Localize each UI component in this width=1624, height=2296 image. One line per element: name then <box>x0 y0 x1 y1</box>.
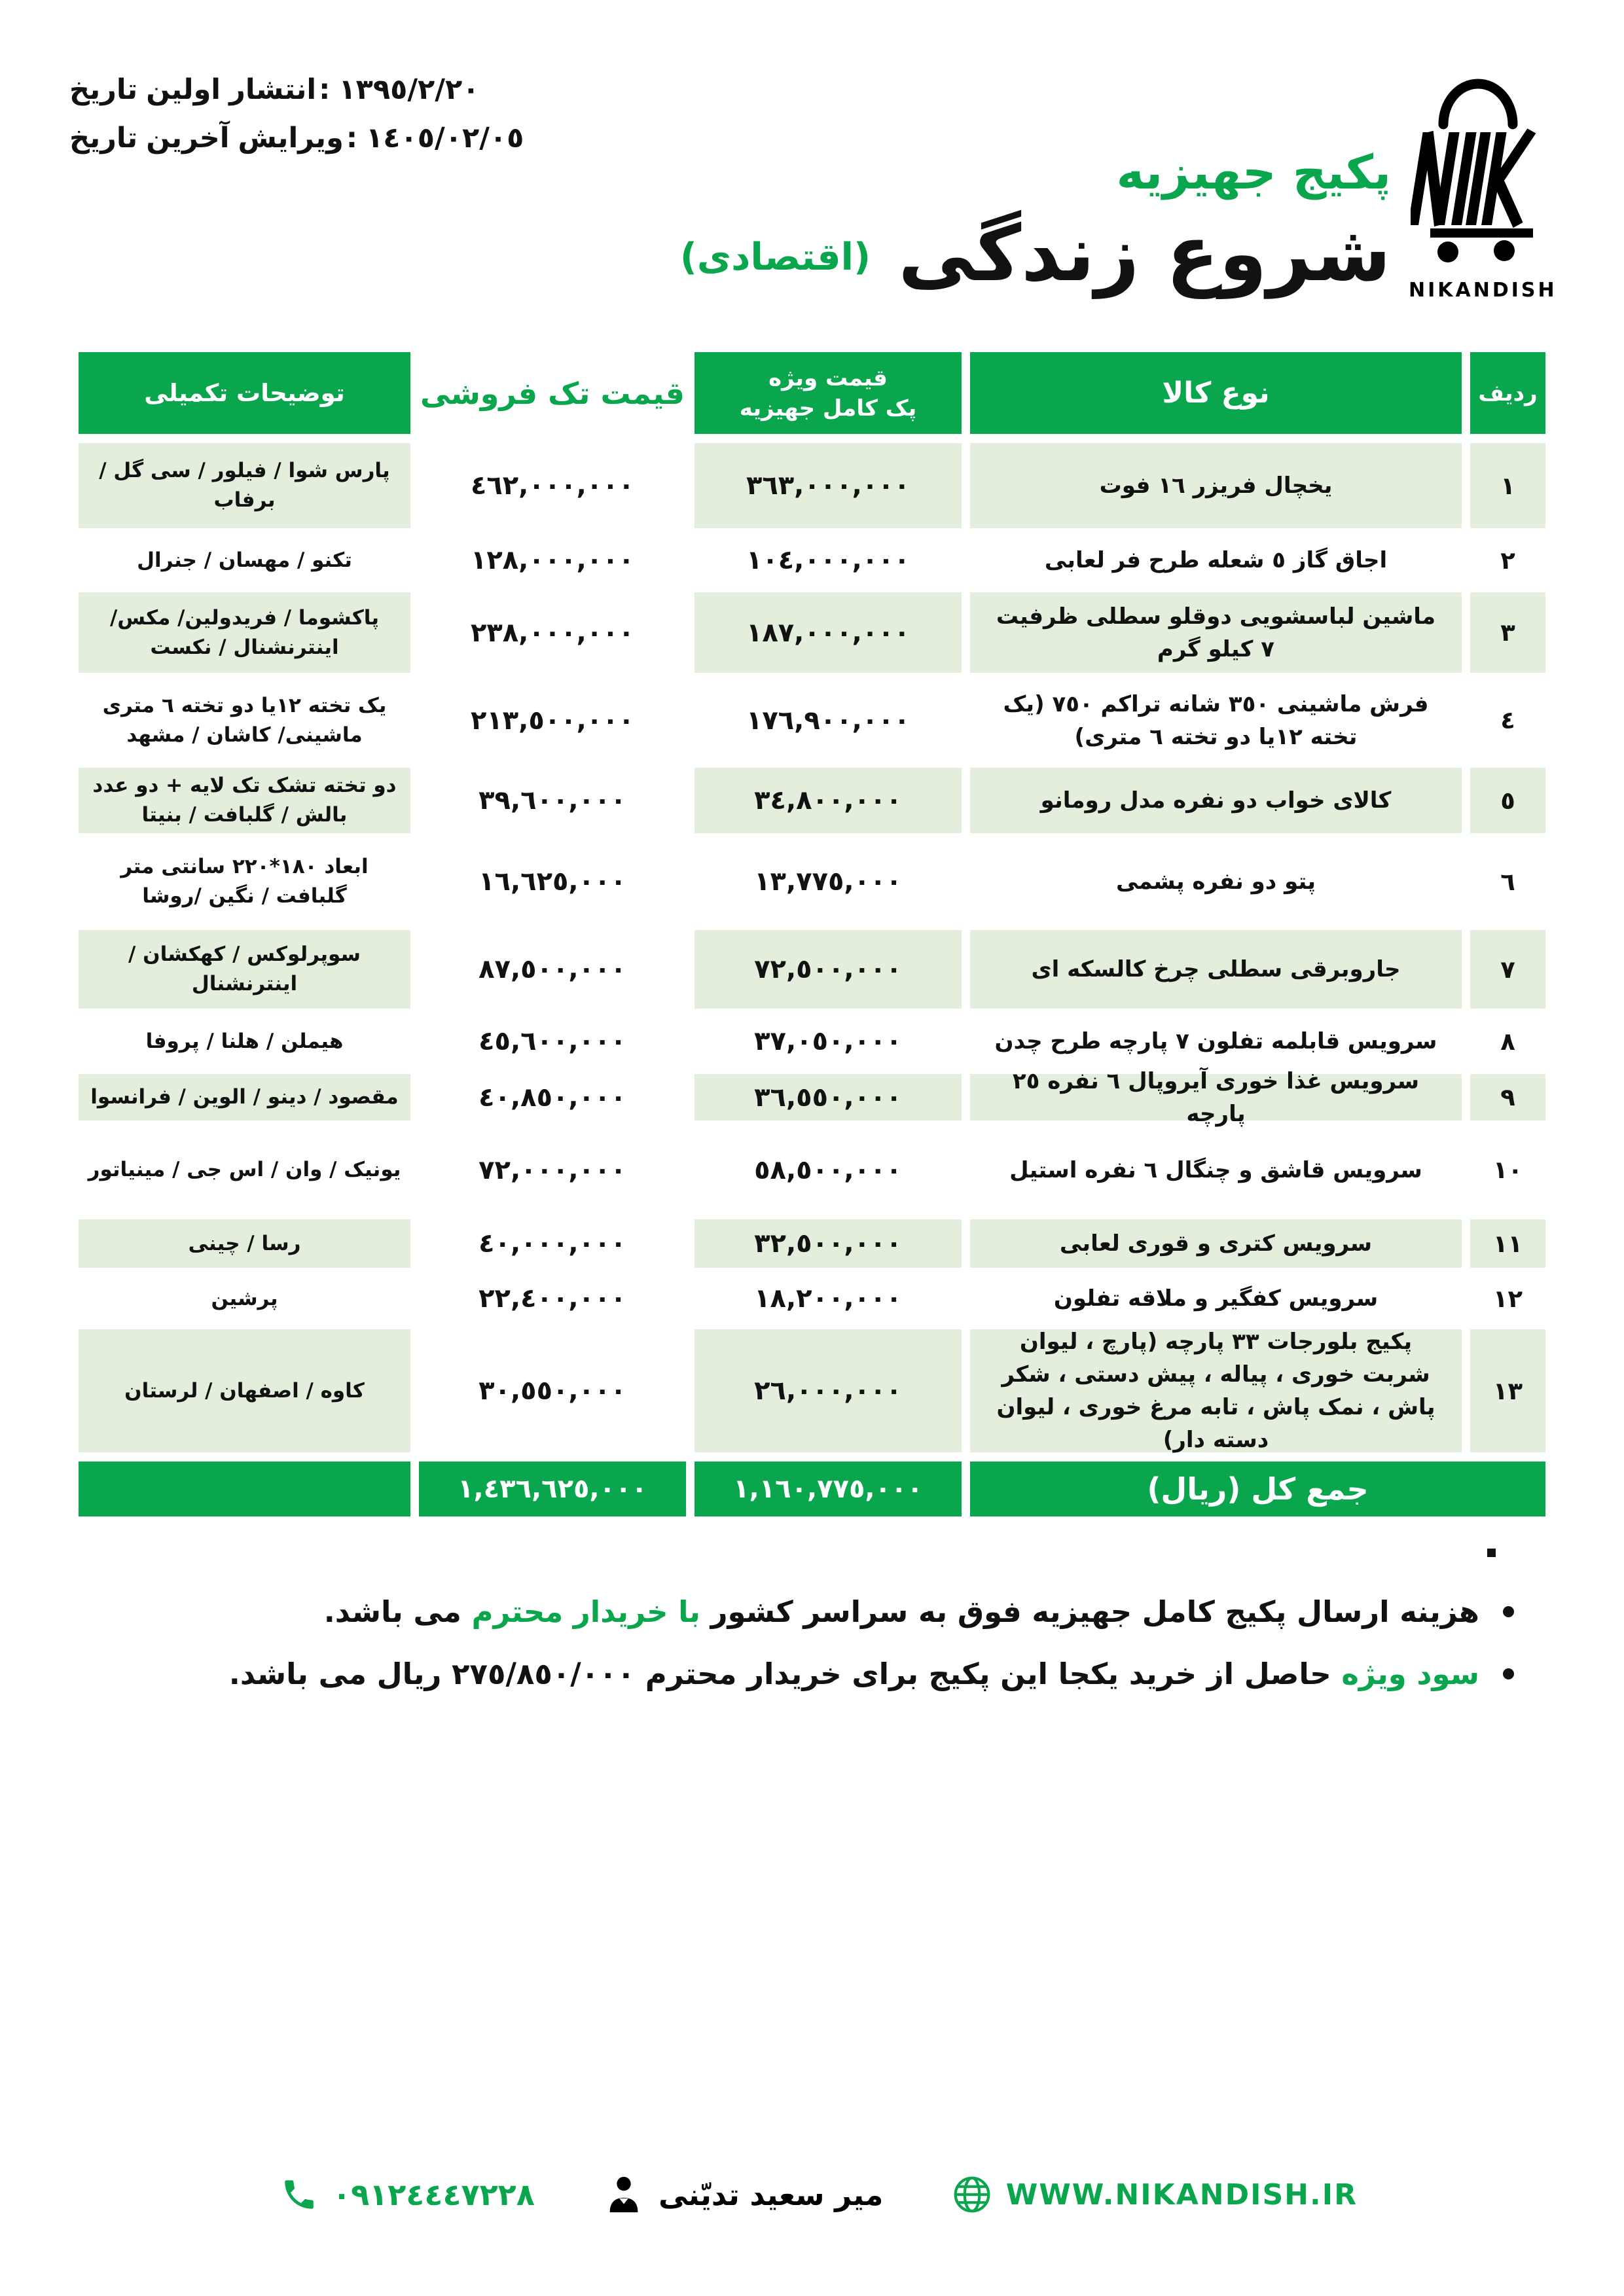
phone-number[interactable]: ٠٩١٢٤٤٤٧٢٢٨ <box>333 2177 535 2212</box>
unit-price-cell: ٤٦٢,٠٠٠,٠٠٠ <box>470 471 635 501</box>
row-number-cell: ٨ <box>1500 1027 1515 1056</box>
product-name-cell: سرویس غذا خوری آیروپال ٦ نفره ٢٥ پارچه <box>970 1074 1462 1121</box>
shopping-cart-logo-icon <box>1411 60 1545 264</box>
header-product-type: نوع کالا <box>970 352 1462 434</box>
shipping-note-text: هزینه ارسال پکیج کامل جهیزیه فوق به سراسر کشور با خریدار محترم می باشد. <box>323 1594 1479 1629</box>
package-label: پکیج جهیزیه <box>1116 145 1391 200</box>
brand-logo <box>1409 60 1557 302</box>
product-name-cell: پکیج بلورجات ٣٣ پارچه (پارچ ، لیوان شربت خوری ، پیاله ، پیش دستی ، شکر پاش ، نمک پاش ، تابه مرغ خوری ، لیوان دسته دار) <box>970 1329 1462 1452</box>
page-title-block <box>679 145 1391 298</box>
product-name-cell: کالای خواب دو نفره مدل رومانو <box>970 768 1462 833</box>
header-row-number: ردیف <box>1470 352 1545 434</box>
notes-cell: یک تخته ١٢یا دو تخته ٦ متری ماشینی/ کاشان / مشهد <box>102 693 387 747</box>
product-name-cell: یخچال فریزر ١٦ فوت <box>970 443 1462 528</box>
row-number-cell: ٦ <box>1500 867 1515 896</box>
header-special-price-line2: پک کامل جهیزیه <box>739 395 917 422</box>
unit-price-cell: ٨٧,٥٠٠,٠٠٠ <box>478 954 626 984</box>
special-price-cell: ٢٦,٠٠٠,٠٠٠ <box>695 1329 962 1452</box>
notes-cell: سوپرلوکس / کهکشان / اینترنشنال <box>79 930 410 1009</box>
special-price-cell: ١٧٦,٩٠٠,٠٠٠ <box>746 705 911 736</box>
product-name-cell: اجاق گاز ٥ شعله طرح فر لعابی <box>1044 547 1388 573</box>
notes-cell: یونیک / وان / اس جی / مینیاتور <box>88 1158 401 1181</box>
bullet-icon <box>1503 1606 1514 1617</box>
row-number-cell: ١ <box>1470 443 1545 528</box>
notes-cell: تکنو / مهسان / جنرال <box>137 548 352 572</box>
notes-cell: ابعاد ١٨٠*٢٢٠ سانتی متر گلبافت / نگین /روشا <box>120 855 369 908</box>
product-name-cell: جاروبرقی سطلی چرخ کالسکه ای <box>970 930 1462 1009</box>
unit-price-cell: ٢١٣,٥٠٠,٠٠٠ <box>470 705 635 736</box>
unit-price-cell: ٣٩,٦٠٠,٠٠٠ <box>478 785 626 816</box>
notes-cell: رسا / چینی <box>79 1219 410 1268</box>
first-publish-date: تاریخ اولین انتشار : ١٣٩٥/٢/٢٠ <box>69 73 480 106</box>
row-number-cell: ٤ <box>1500 706 1515 734</box>
notes-cell: پارس شوا / فیلور / سی گل / برفاب <box>79 443 410 528</box>
phone-icon <box>280 2176 318 2214</box>
special-price-cell: ١٠٤,٠٠٠,٠٠٠ <box>746 545 911 575</box>
globe-icon <box>952 2175 992 2214</box>
website-url[interactable]: WWW.NIKANDISH.IR <box>1005 2178 1358 2212</box>
grand-total-special-price: ١,١٦٠,٧٧٥,٠٠٠ <box>695 1462 962 1516</box>
page-title: شروع زندگی <box>898 207 1391 298</box>
title-variant: (اقتصادی) <box>679 235 871 279</box>
unit-price-cell: ٢٣٨,٠٠٠,٠٠٠ <box>470 617 635 648</box>
special-price-cell: ٣٦,٥٥٠,٠٠٠ <box>695 1074 962 1121</box>
header-special-price-line1: قیمت ویژه <box>768 365 888 391</box>
unit-price-cell: ٤٥,٦٠٠,٠٠٠ <box>478 1026 626 1056</box>
brand-wordmark: NIKANDISH <box>1409 279 1557 302</box>
product-name-cell: سرویس قاشق و چنگال ٦ نفره استیل <box>1009 1157 1422 1183</box>
grand-total-empty-cell <box>79 1462 410 1516</box>
row-number-cell: ٧ <box>1470 930 1545 1009</box>
main-title-line <box>680 208 1391 298</box>
special-price-cell: ٣٧,٠٥٠,٠٠٠ <box>754 1026 902 1056</box>
row-number-cell: ٢ <box>1500 546 1515 575</box>
special-price-cell: ١٨٧,٠٠٠,٠٠٠ <box>695 592 962 673</box>
website-link[interactable] <box>952 2175 1358 2214</box>
special-price-cell: ١٣,٧٧٥,٠٠٠ <box>754 867 902 897</box>
profit-note-text: سود ویژه حاصل از خرید یکجا این پکیج برای خریدار محترم ٢٧٥/٨٥٠/٠٠٠ ریال می باشد. <box>228 1657 1479 1691</box>
special-price-cell: ٣٤,٨٠٠,٠٠٠ <box>695 768 962 833</box>
special-price-cell: ٣٦٣,٠٠٠,٠٠٠ <box>695 443 962 528</box>
footnotes <box>229 1594 1514 1719</box>
special-price-cell: ٥٨,٥٠٠,٠٠٠ <box>754 1155 902 1185</box>
notes-cell: پرشین <box>211 1286 278 1310</box>
unit-price-cell: ٣٠,٥٥٠,٠٠٠ <box>478 1376 626 1406</box>
row-number-cell: ٣ <box>1470 592 1545 673</box>
special-price-cell: ٧٢,٥٠٠,٠٠٠ <box>695 930 962 1009</box>
row-number-cell: ١٠ <box>1492 1156 1523 1184</box>
shipping-note <box>229 1594 1514 1629</box>
contact-footer <box>280 2174 1358 2215</box>
row-number-cell: ١٣ <box>1470 1329 1545 1452</box>
notes-cell: مقصود / دینو / الوین / فرانسوا <box>79 1074 410 1121</box>
header-notes: توضیحات تکمیلی <box>79 352 410 434</box>
profit-note <box>229 1657 1514 1691</box>
phone-contact[interactable] <box>280 2176 535 2214</box>
row-number-cell: ٩ <box>1470 1074 1545 1121</box>
row-number-cell: ٥ <box>1470 768 1545 833</box>
unit-price-cell: ١٢٨,٠٠٠,٠٠٠ <box>470 545 635 575</box>
package-price-table <box>79 352 1545 1516</box>
product-name-cell: سرویس کتری و قوری لعابی <box>970 1219 1462 1268</box>
last-edit-date: تاریخ آخرین ویرایش : ١٤٠٥/٠٢/٠٥ <box>69 122 524 154</box>
unit-price-cell: ٢٢,٤٠٠,٠٠٠ <box>478 1283 626 1314</box>
header-unit-price: قیمت تک فروشی <box>420 375 685 411</box>
publication-dates <box>69 73 524 170</box>
person-icon <box>604 2174 644 2215</box>
notes-cell: پاکشوما / فریدولین/ مکس/ اینترنشنال / نکست <box>79 592 410 673</box>
grand-total-label: جمع کل (ریال) <box>970 1462 1545 1516</box>
unit-price-cell: ٤٠,٨٥٠,٠٠٠ <box>478 1082 626 1113</box>
stray-period-mark <box>1487 1549 1496 1557</box>
product-name-cell: فرش ماشینی ٣٥٠ شانه تراکم ٧٥٠ (یک تخته ١٢یا دو تخته ٦ متری) <box>1003 691 1429 750</box>
row-number-cell: ١١ <box>1470 1219 1545 1268</box>
seller-name: میر سعید تدیّنی <box>659 2177 884 2212</box>
unit-price-cell: ١٦,٦٢٥,٠٠٠ <box>478 867 626 897</box>
bullet-icon <box>1503 1668 1514 1679</box>
notes-cell: هیملن / هلنا / پروفا <box>145 1029 344 1053</box>
notes-cell: کاوه / اصفهان / لرستان <box>79 1329 410 1452</box>
special-price-cell: ٣٢,٥٠٠,٠٠٠ <box>695 1219 962 1268</box>
product-name-cell: پتو دو نفره پشمی <box>1115 869 1316 895</box>
unit-price-cell: ٤٠,٠٠٠,٠٠٠ <box>478 1229 626 1259</box>
special-price-cell: ١٨,٢٠٠,٠٠٠ <box>754 1283 902 1314</box>
product-name-cell: ماشین لباسشویی دوقلو سطلی ظرفیت ٧ کیلو گرم <box>970 592 1462 673</box>
unit-price-cell: ٧٢,٠٠٠,٠٠٠ <box>478 1155 626 1185</box>
notes-cell: دو تخته تشک تک لایه + دو عدد بالش / گلبافت / بنیتا <box>79 768 410 833</box>
seller-contact <box>604 2174 883 2215</box>
header-special-price <box>695 352 962 434</box>
product-name-cell: سرویس قابلمه تفلون ٧ پارچه طرح چدن <box>994 1028 1437 1054</box>
product-name-cell: سرویس کفگیر و ملاقه تفلون <box>1053 1285 1379 1312</box>
grand-total-unit-price: ١,٤٣٦,٦٢٥,٠٠٠ <box>419 1462 686 1516</box>
row-number-cell: ١٢ <box>1492 1284 1523 1313</box>
